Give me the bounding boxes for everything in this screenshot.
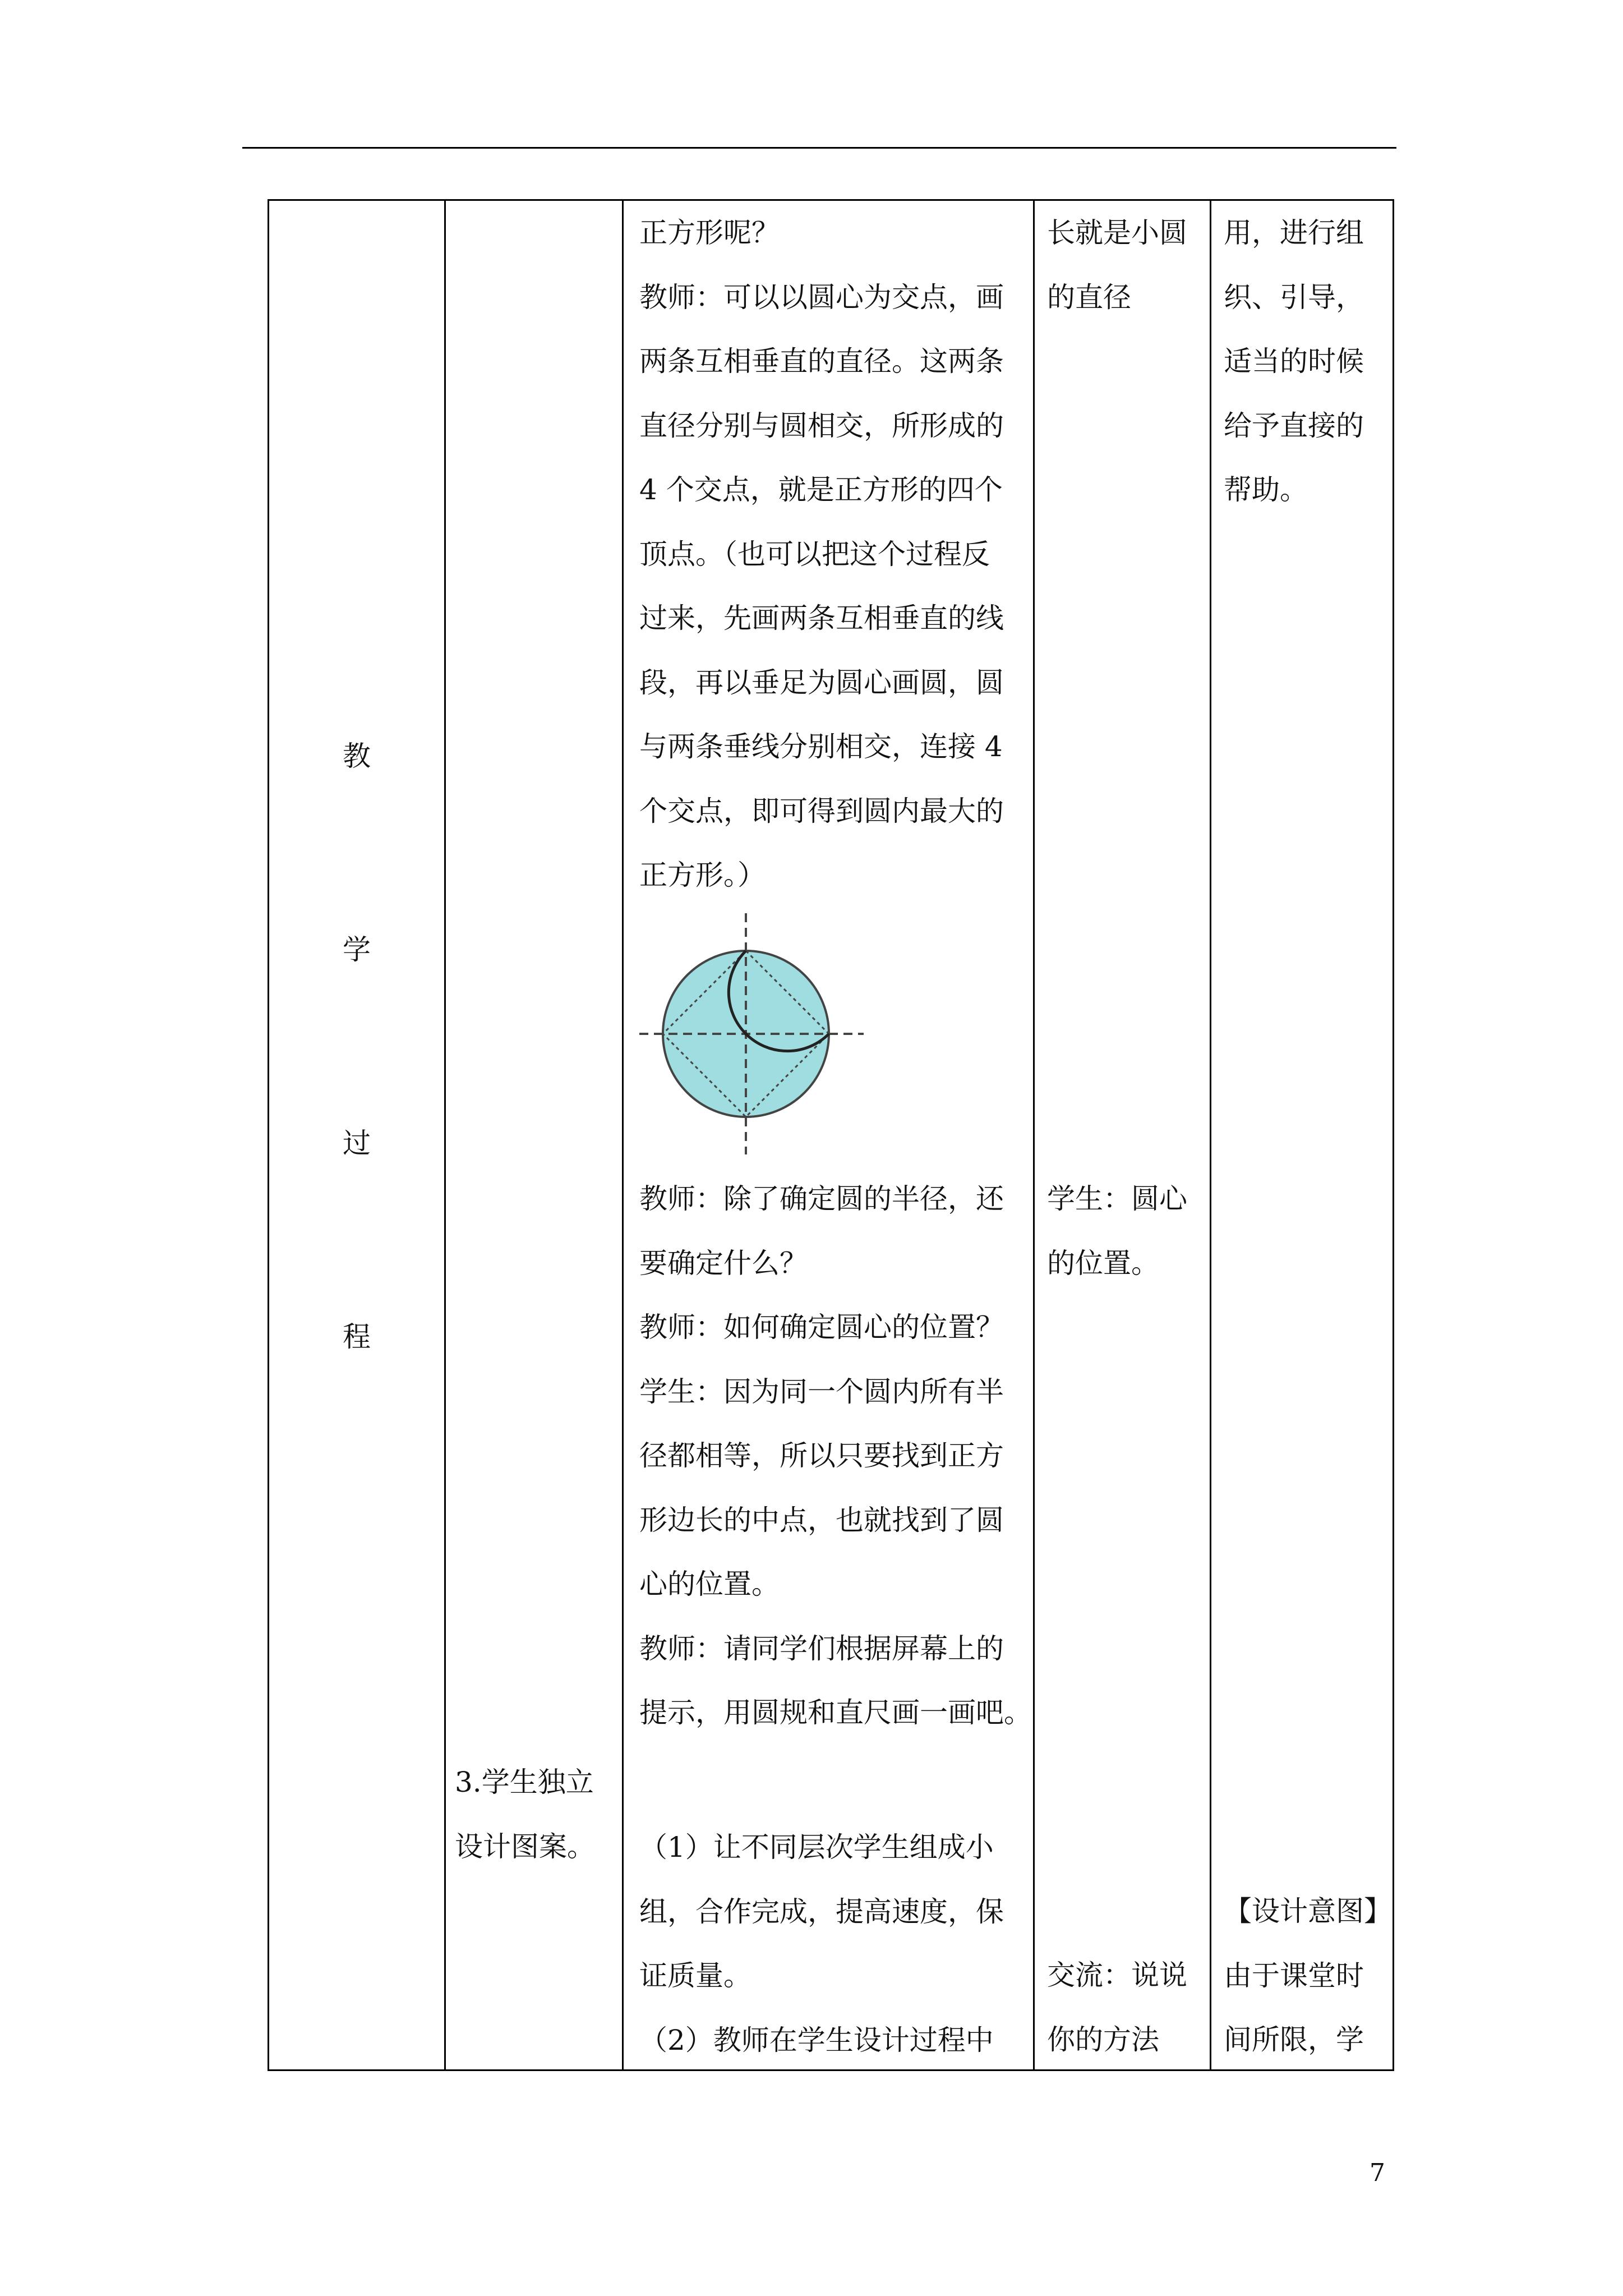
text-line: 径都相等，所以只要找到正方 [639, 1439, 1004, 1472]
teacher-activity-cell [623, 200, 1034, 2070]
text-line: 给予直接的 [1224, 409, 1364, 442]
intent-text-block-1 [1224, 201, 1364, 522]
teacher-text-block-3 [639, 1815, 1004, 2072]
text-line: 间所限，学 [1224, 2023, 1364, 2056]
text-line: 形边长的中点，也就找到了圆 [639, 1503, 1004, 1536]
page-number: 7 [1370, 2159, 1385, 2187]
text-line: 两条互相垂直的直径。这两条 [639, 345, 1004, 378]
text-line: 用，进行组 [1224, 217, 1364, 249]
text-line: 学生：圆心 [1047, 1182, 1187, 1215]
text-line: 个交点，即可得到圆内最大的 [639, 794, 1004, 827]
text-line: 教师：如何确定圆心的位置？ [639, 1311, 1004, 1343]
text-line: 帮助。 [1224, 473, 1308, 506]
text-line: 正方形。） [639, 859, 766, 891]
section-line: 设计图案。 [455, 1830, 595, 1863]
design-intent-cell [1211, 200, 1394, 2070]
teacher-text-block-1 [639, 201, 1004, 908]
section-cell [445, 200, 623, 2070]
text-line: 教师：可以以圆心为交点，画 [639, 280, 1004, 314]
student-text-block-1 [1047, 201, 1187, 329]
text-line: 你的方法 [1047, 2023, 1159, 2056]
section-text [455, 1750, 595, 1879]
text-line: 要确定什么？ [639, 1246, 808, 1280]
stage-char: 过 [343, 1127, 371, 1159]
text-line: 4 个交点，就是正方形的四个 [639, 473, 1003, 506]
text-line: 正方形呢？ [639, 217, 780, 249]
text-line: （1）让不同层次学生组成小 [639, 1831, 994, 1864]
stage-char: 程 [343, 1320, 371, 1353]
text-line: 提示，用圆规和直尺画一画吧。 [639, 1696, 1032, 1729]
text-line: 过来，先画两条互相垂直的线 [639, 602, 1004, 634]
section-line: 3.学生独立 [455, 1766, 594, 1798]
text-line: 学生：因为同一个圆内所有半 [639, 1375, 1004, 1408]
text-line: 心的位置。 [639, 1568, 780, 1600]
text-line: 直径分别与圆相交，所形成的 [639, 409, 1004, 442]
text-line: 长就是小圆 [1047, 217, 1187, 249]
text-line: 由于课堂时 [1224, 1959, 1364, 1992]
teacher-text-block-2 [639, 1167, 1032, 1745]
stage-char: 教 [343, 740, 371, 772]
text-line: 段，再以垂足为圆心画圆，圆 [639, 666, 1004, 699]
text-line: 证质量。 [639, 1959, 751, 1992]
text-line: 组，合作完成，提高速度，保 [639, 1895, 1004, 1928]
text-line: 交流：说说 [1047, 1959, 1187, 1991]
text-line: 教师：除了确定圆的半径，还 [639, 1182, 1004, 1215]
text-line: 教师：请同学们根据屏幕上的 [639, 1632, 1004, 1665]
text-line: 【设计意图】 [1224, 1895, 1392, 1927]
student-text-block-3 [1047, 1943, 1187, 2072]
student-activity-cell [1034, 200, 1211, 2070]
table-row [269, 200, 1394, 2070]
text-line: 的直径 [1047, 280, 1131, 314]
text-line: 适当的时候 [1224, 345, 1364, 378]
circle-inscribed-square-icon [639, 913, 864, 1154]
intent-text-block-2 [1224, 1879, 1392, 2072]
text-line: 的位置。 [1047, 1246, 1159, 1280]
text-line: 顶点。（也可以把这个过程反 [639, 537, 990, 570]
text-line: 与两条垂线分别相交，连接 4 [639, 730, 1003, 763]
lesson-plan-table [268, 199, 1394, 2071]
stage-cell [269, 200, 445, 2070]
text-line: 织、引导， [1224, 280, 1364, 314]
text-line: （2）教师在学生设计过程中 [639, 2023, 994, 2056]
header-rule [242, 147, 1396, 149]
student-text-block-2 [1047, 1167, 1187, 1295]
stage-char: 学 [343, 933, 371, 966]
